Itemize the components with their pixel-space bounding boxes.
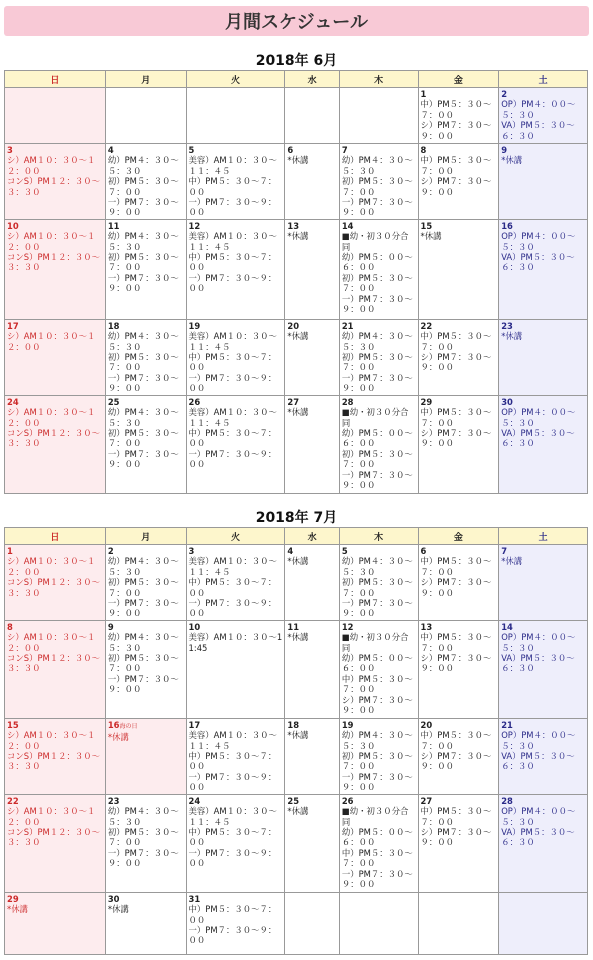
day-cell	[186, 395, 285, 493]
day-cell	[418, 718, 499, 794]
day-number: 13	[420, 621, 433, 632]
weekday-3: 水	[285, 71, 339, 88]
week-row	[5, 545, 588, 621]
day-cell	[499, 144, 588, 220]
empty-day-cell	[285, 88, 339, 144]
day-number: 17	[188, 719, 201, 730]
weekday-4: 木	[339, 528, 418, 545]
day-number: 18	[287, 719, 300, 730]
day-number: 2	[107, 546, 114, 556]
day-cell	[186, 545, 285, 621]
day-cell	[285, 794, 339, 892]
day-cell	[186, 718, 285, 794]
day-number: 30	[107, 893, 120, 904]
schedule-text: *休講	[420, 231, 442, 242]
day-number: 28	[341, 396, 354, 407]
schedule-text: *休講	[107, 732, 129, 743]
day-number: 30	[501, 396, 513, 407]
holiday-label: 海の日	[119, 722, 138, 730]
day-number: 26	[341, 795, 354, 806]
empty-day-cell	[339, 892, 418, 954]
day-number: 14	[341, 220, 354, 231]
day-number: 15	[420, 220, 433, 231]
week-row	[5, 219, 588, 319]
weekday-5: 金	[418, 528, 499, 545]
day-cell	[5, 794, 106, 892]
weekday-0: 日	[5, 528, 106, 545]
day-number: 13	[287, 220, 300, 231]
day-number: 6	[420, 546, 427, 556]
day-number: 8	[7, 621, 13, 632]
day-number: 7	[501, 546, 508, 556]
weekday-4: 木	[339, 71, 418, 88]
schedule-text: 美容）AM１０：３０～１１：４５ 中）PM５：３０～７：００ 一）PM７：３０～９：００	[188, 730, 277, 793]
schedule-text: 幼）PM４：３０～５：３０ 初）PM５：３０～７：００ 一）PM７：３０～９：００	[107, 407, 179, 470]
schedule-text: シ）AM１０：３０～１２：００ コンS）PM１２：３０～３：３０	[7, 556, 100, 598]
day-cell	[285, 718, 339, 794]
day-number: 29	[420, 396, 433, 407]
day-cell	[285, 545, 339, 621]
week-row	[5, 395, 588, 493]
schedule-text: 幼）PM４：３０～５：３０ 初）PM５：３０～７：００ 一）PM７：３０～９：００	[107, 155, 179, 218]
schedule-text: 美容）AM１０：３０～１１：４５ 中）PM５：３０～７：００ 一）PM７：３０～９：００	[188, 407, 277, 470]
empty-day-cell	[339, 88, 418, 144]
day-cell	[5, 219, 106, 319]
day-number: 20	[287, 320, 300, 331]
day-cell	[105, 545, 186, 621]
schedule-text: OP）PM４：００～５：３０ VA）PM５：３０～６：３０	[501, 407, 576, 449]
schedule-text: *休講	[501, 331, 523, 342]
day-cell	[418, 88, 499, 144]
day-number: 16	[501, 220, 513, 231]
day-number: 12	[188, 220, 201, 231]
day-cell	[105, 718, 186, 794]
day-cell	[5, 144, 106, 220]
day-cell	[418, 219, 499, 319]
day-cell	[418, 395, 499, 493]
schedule-text: シ）AM１０：３０～１２：００ コンS）PM１２：３０～３：３０	[7, 730, 100, 772]
schedule-text: 中）PM５：３０～７：００ シ）PM７：３０～９：００	[420, 331, 492, 373]
day-cell	[5, 718, 106, 794]
day-number: 31	[188, 893, 201, 904]
schedule-text: 中）PM５：３０～７：００ シ）PM７：３０～９：００	[420, 730, 492, 772]
day-number: 23	[107, 795, 120, 806]
schedule-text: 中）PM５：３０～７：００ シ）PM７：３０～９：００	[420, 632, 492, 674]
day-number: 18	[107, 320, 120, 331]
day-cell	[285, 319, 339, 395]
day-number: 20	[420, 719, 433, 730]
weekday-header	[5, 528, 588, 545]
empty-day-cell	[285, 892, 339, 954]
day-cell	[339, 319, 418, 395]
schedule-text: *休講	[287, 331, 309, 342]
schedule-text: 中）PM５：３０～７：００ シ）PM７：３０～９：００	[420, 407, 492, 449]
schedule-text: 美容）AM１０：３０～１１：４５ 中）PM５：３０～７：００ 一）PM７：３０～９：００	[188, 806, 277, 869]
day-cell	[105, 319, 186, 395]
weekday-3: 水	[285, 528, 339, 545]
day-number: 2	[501, 89, 508, 99]
day-cell	[5, 395, 106, 493]
day-cell	[339, 219, 418, 319]
day-cell	[499, 395, 588, 493]
day-number: 21	[341, 320, 354, 331]
day-cell	[105, 794, 186, 892]
weekday-6: 土	[499, 71, 588, 88]
day-cell	[499, 319, 588, 395]
day-number: 25	[107, 396, 120, 407]
schedule-text: OP）PM４：００～５：３０ VA）PM５：３０～６：３０	[501, 99, 576, 141]
day-number: 12	[341, 621, 354, 632]
day-number: 21	[501, 719, 513, 730]
schedule-text: 幼）PM４：３０～５：３０ 初）PM５：３０～７：００ 一）PM７：３０～９：００	[107, 331, 179, 394]
day-cell	[499, 718, 588, 794]
day-number: 6	[287, 145, 294, 155]
day-cell	[186, 319, 285, 395]
schedule-text: 幼）PM４：３０～５：３０ 初）PM５：３０～７：００ 一）PM７：３０～９：００	[341, 331, 413, 394]
empty-day-cell	[105, 88, 186, 144]
week-row	[5, 144, 588, 220]
schedule-text: *休講	[287, 231, 309, 242]
schedule-text: 美容）AM１０：３０～１１：４５ 中）PM５：３０～７：００ 一）PM７：３０～９：００	[188, 556, 277, 619]
day-number: 22	[420, 320, 433, 331]
day-cell	[5, 892, 106, 954]
schedule-text: 幼）PM４：３０～５：３０ 初）PM５：３０～７：００ 一）PM７：３０～９：００	[107, 806, 179, 869]
day-number: 17	[7, 320, 19, 331]
day-number: 14	[501, 621, 513, 632]
day-number: 22	[7, 795, 19, 806]
month-title-june: 2018年 6月	[255, 53, 338, 69]
schedule-text: 中）PM５：３０～７：００ シ）PM７：３０～９：００	[420, 806, 492, 848]
day-cell	[339, 144, 418, 220]
day-number: 23	[501, 320, 513, 331]
day-number: 10	[188, 621, 201, 632]
day-cell	[186, 219, 285, 319]
schedule-text: ■幼・初３０分合同 幼）PM５：００～６：００ 初）PM５：３０～７：００ 一）PM７：３０～９：００	[341, 231, 413, 315]
schedule-text: 中）PM５：３０～７：００ シ）PM７：３０～９：００	[420, 556, 492, 598]
day-cell	[186, 794, 285, 892]
day-cell	[339, 620, 418, 718]
schedule-text: 幼）PM４：３０～５：３０ 初）PM５：３０～７：００ 一）PM７：３０～９：００	[341, 730, 413, 793]
day-number: 3	[188, 546, 195, 556]
schedule-text: *休講	[287, 407, 309, 418]
schedule-text: シ）AM１０：３０～１２：００ コンS）PM１２：３０～３：３０	[7, 231, 100, 273]
schedule-text: シ）AM１０：３０～１２：００ コンS）PM１２：３０～３：３０	[7, 155, 100, 197]
schedule-text: *休講	[107, 904, 129, 915]
schedule-text: 美容）AM１０：３０～１１：４５ 中）PM５：３０～７：００ 一）PM７：３０～９：００	[188, 331, 277, 394]
calendar-june	[4, 70, 588, 494]
week-row	[5, 718, 588, 794]
day-number: 19	[341, 719, 354, 730]
day-cell	[339, 794, 418, 892]
schedule-text: 幼）PM４：３０～５：３０ 初）PM５：３０～７：００ 一）PM７：３０～９：００	[341, 556, 413, 619]
day-cell	[339, 395, 418, 493]
day-number: 15	[7, 719, 19, 730]
day-number: 16海の日	[107, 719, 138, 730]
day-cell	[186, 144, 285, 220]
schedule-text: 中）PM５：３０～７：００ シ）PM７：３０～９：００	[420, 155, 492, 197]
day-number: 8	[420, 145, 427, 155]
day-number: 10	[7, 220, 19, 231]
day-number: 29	[7, 893, 19, 904]
day-number: 4	[107, 145, 114, 155]
schedule-text: *休講	[501, 155, 523, 166]
day-number: 5	[188, 145, 195, 155]
day-cell	[499, 219, 588, 319]
schedule-text: 中）PM５：３０～７：００ シ）PM７：３０～９：００	[420, 99, 492, 141]
day-cell	[5, 620, 106, 718]
day-number: 1	[7, 546, 13, 556]
day-number: 4	[287, 546, 294, 556]
empty-day-cell	[5, 88, 106, 144]
empty-day-cell	[418, 892, 499, 954]
schedule-text: 幼）PM４：３０～５：３０ 初）PM５：３０～７：００ 一）PM７：３０～９：００	[107, 231, 179, 294]
weekday-0: 日	[5, 71, 106, 88]
weekday-1: 月	[105, 528, 186, 545]
day-number: 11	[107, 220, 120, 231]
schedule-text: *休講	[287, 806, 309, 817]
schedule-text: *休講	[287, 556, 309, 567]
schedule-text: 幼）PM４：３０～５：３０ 初）PM５：３０～７：００ 一）PM７：３０～９：００	[107, 632, 179, 695]
schedule-text: 美容）AM１０：３０～11:45	[188, 632, 283, 653]
week-row	[5, 892, 588, 954]
empty-day-cell	[499, 892, 588, 954]
day-number: 9	[107, 621, 114, 632]
day-cell	[186, 620, 285, 718]
day-number: 1	[420, 89, 427, 99]
week-row	[5, 794, 588, 892]
day-cell	[105, 144, 186, 220]
schedule-text: *休講	[287, 632, 309, 643]
day-cell	[285, 144, 339, 220]
schedule-text: *休講	[501, 556, 523, 567]
schedule-text: OP）PM４：００～５：３０ VA）PM５：３０～６：３０	[501, 632, 576, 674]
day-cell	[339, 545, 418, 621]
day-cell	[418, 319, 499, 395]
weekday-2: 火	[186, 528, 285, 545]
day-number: 24	[7, 396, 19, 407]
weekday-5: 金	[418, 71, 499, 88]
day-cell	[105, 892, 186, 954]
day-cell	[499, 88, 588, 144]
schedule-text: 美容）AM１０：３０～１１：４５ 中）PM５：３０～７：００ 一）PM７：３０～９：００	[188, 231, 277, 294]
day-number: 26	[188, 396, 201, 407]
day-cell	[105, 219, 186, 319]
week-row	[5, 319, 588, 395]
day-number: 9	[501, 145, 508, 155]
month-title-july: 2018年 7月	[255, 510, 338, 526]
schedule-text: ■幼・初３０分合同 幼）PM５：００～６：００ 中）PM５：３０～７：００ シ）PM７：３０～９：００	[341, 632, 413, 716]
schedule-text: シ）AM１０：３０～１２：００ コンS）PM１２：３０～３：３０	[7, 806, 100, 848]
day-number: 25	[287, 795, 300, 806]
day-number: 11	[287, 621, 300, 632]
day-cell	[105, 395, 186, 493]
schedule-text: ■幼・初３０分合同 幼）PM５：００～６：００ 中）PM５：３０～７：００ 一）PM７：３０～９：００	[341, 806, 413, 889]
schedule-text: *休講	[287, 155, 309, 166]
day-cell	[105, 620, 186, 718]
page-title: 月間スケジュール	[4, 6, 589, 36]
day-cell	[499, 620, 588, 718]
schedule-text: 美容）AM１０：３０～１１：４５ 中）PM５：３０～７：００ 一）PM７：３０～９：００	[188, 155, 277, 218]
day-number: 19	[188, 320, 201, 331]
empty-day-cell	[186, 88, 285, 144]
day-cell	[5, 545, 106, 621]
schedule-text: 幼）PM４：３０～５：３０ 初）PM５：３０～７：００ 一）PM７：３０～９：００	[107, 556, 179, 619]
day-cell	[499, 545, 588, 621]
week-row	[5, 620, 588, 718]
day-cell	[285, 620, 339, 718]
day-number: 7	[341, 145, 348, 155]
day-number: 5	[341, 546, 348, 556]
weekday-header	[5, 71, 588, 88]
schedule-text: *休講	[287, 730, 309, 741]
weekday-2: 火	[186, 71, 285, 88]
schedule-text: OP）PM４：００～５：３０ VA）PM５：３０～６：３０	[501, 231, 576, 273]
schedule-text: ■幼・初３０分合同 幼）PM５：００～６：００ 初）PM５：３０～７：００ 一）PM７：３０～９：００	[341, 407, 413, 490]
schedule-text: 中）PM５：３０～７：００ 一）PM７：３０～９：００	[188, 904, 277, 946]
day-number: 27	[420, 795, 433, 806]
week-row	[5, 88, 588, 144]
day-cell	[499, 794, 588, 892]
day-number: 3	[7, 145, 13, 155]
day-cell	[418, 545, 499, 621]
day-cell	[285, 395, 339, 493]
schedule-text: OP）PM４：００～５：３０ VA）PM５：３０～６：３０	[501, 730, 576, 772]
schedule-text: OP）PM４：００～５：３０ VA）PM５：３０～６：３０	[501, 806, 576, 848]
schedule-text: シ）AM１０：３０～１２：００	[7, 331, 96, 352]
day-cell	[285, 219, 339, 319]
schedule-text: シ）AM１０：３０～１２：００ コンS）PM１２：３０～３：３０	[7, 407, 100, 449]
weekday-1: 月	[105, 71, 186, 88]
day-cell	[339, 718, 418, 794]
day-cell	[418, 620, 499, 718]
day-cell	[186, 892, 285, 954]
day-cell	[418, 794, 499, 892]
day-number: 27	[287, 396, 300, 407]
day-cell	[418, 144, 499, 220]
schedule-text: シ）AM１０：３０～１２：００ コンS）PM１２：３０～３：３０	[7, 632, 100, 674]
calendar-july	[4, 527, 588, 955]
schedule-text: *休講	[7, 904, 28, 915]
weekday-6: 土	[499, 528, 588, 545]
day-number: 24	[188, 795, 201, 806]
day-number: 28	[501, 795, 513, 806]
schedule-text: 幼）PM４：３０～５：３０ 初）PM５：３０～７：００ 一）PM７：３０～９：００	[341, 155, 413, 218]
day-cell	[5, 319, 106, 395]
